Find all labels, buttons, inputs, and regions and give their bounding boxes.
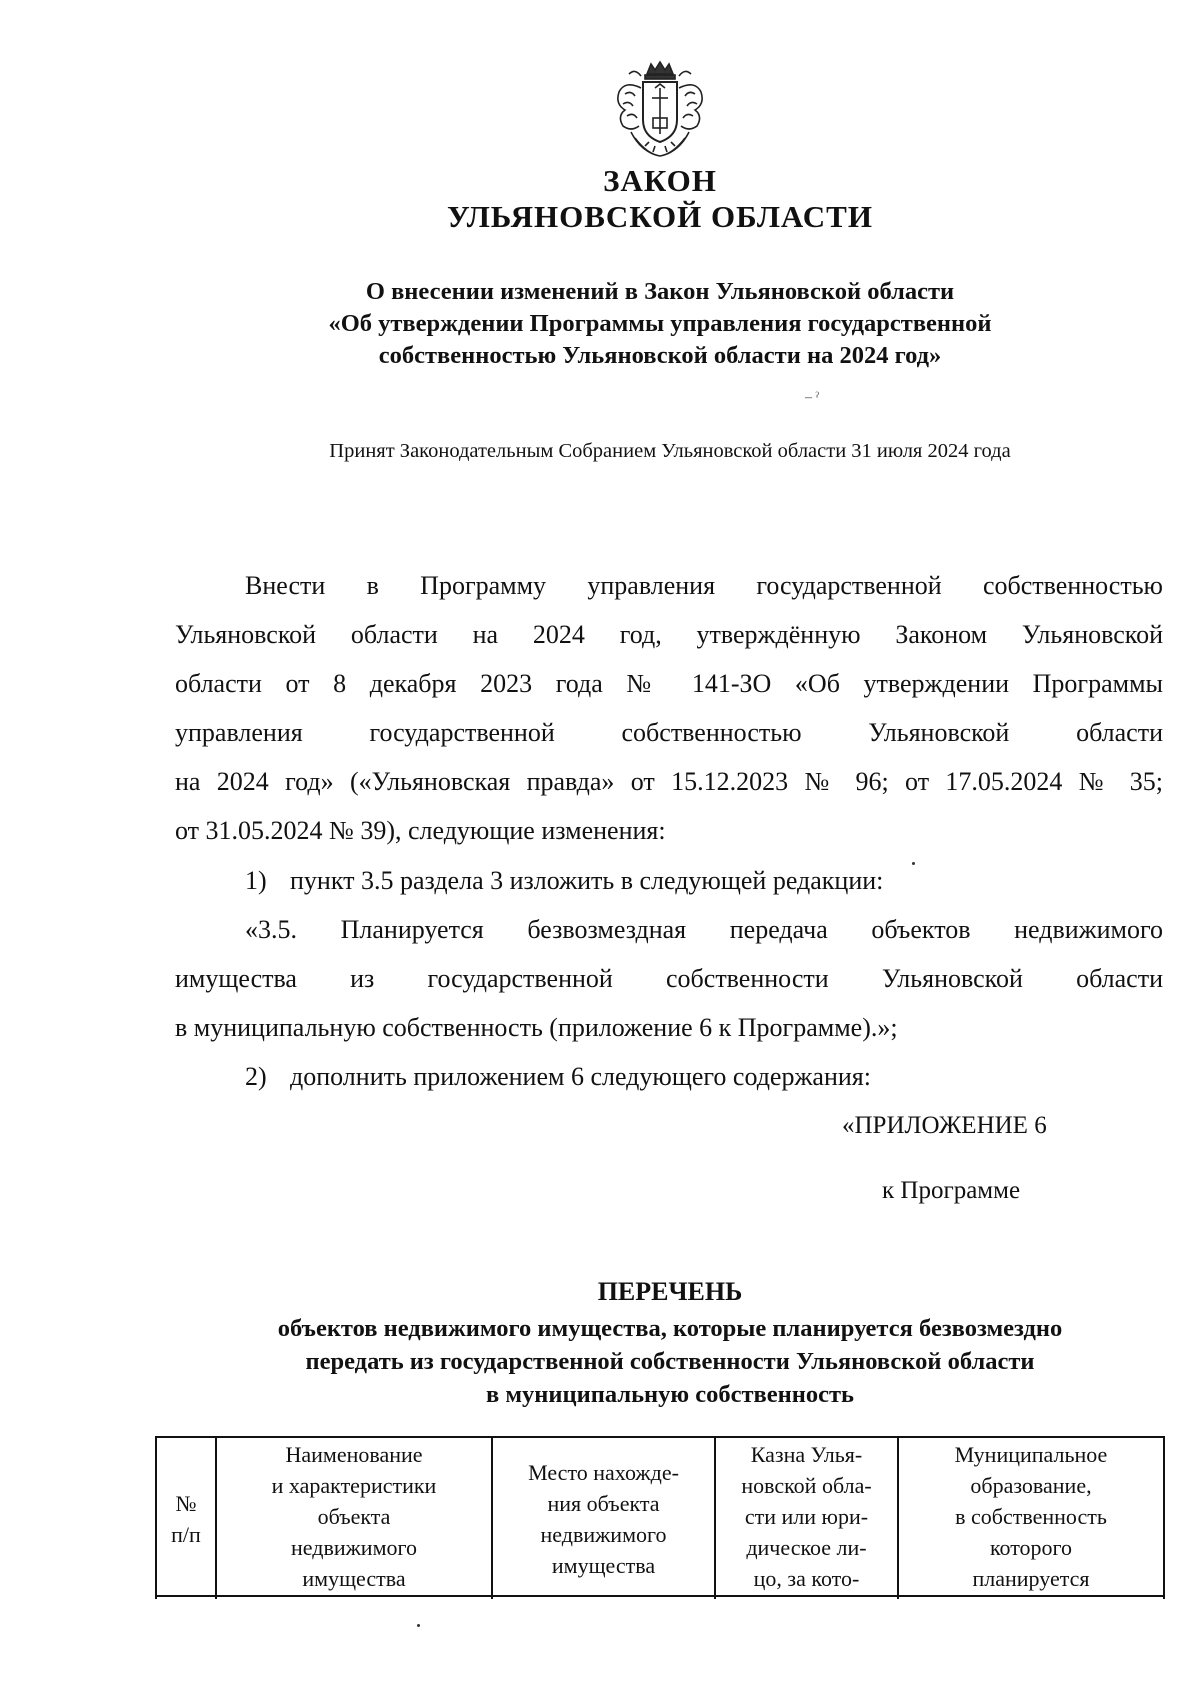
quote-line: «3.5. Планируется безвозмездная передача объектов недвижимого — [245, 915, 1163, 944]
scan-mark: – ˀ — [805, 390, 819, 405]
law-title: ЗАКОН — [603, 163, 717, 198]
header-line: недвижимого — [540, 1521, 667, 1547]
header-line: планируется — [972, 1565, 1090, 1591]
list-subtitle — [200, 1312, 1140, 1411]
intro-line: области от 8 декабря 2023 года № 141-ЗО «Об утверждении Программы — [175, 669, 1163, 698]
header-line: и характеристики — [271, 1472, 437, 1498]
intro-line: от 31.05.2024 № 39), следующие изменения: — [175, 816, 666, 845]
header-line: сти или юри- — [744, 1503, 869, 1529]
column-header-municipality — [898, 1437, 1164, 1599]
header-line: объекта — [317, 1503, 391, 1529]
appendix-label: «ПРИЛОЖЕНИЕ 6 — [842, 1112, 1047, 1139]
header-line: ния объекта — [547, 1490, 660, 1516]
law-subject-line: О внесении изменений в Закон Ульяновской области — [365, 278, 955, 305]
scan-speck — [417, 1624, 420, 1627]
header-line: п/п — [171, 1521, 201, 1547]
header-line: в собственность — [955, 1503, 1107, 1529]
quote-line: имущества из государственной собственности Ульяновской области — [175, 964, 1163, 993]
amendment-item-2 — [245, 1052, 871, 1102]
item-text: дополнить приложением 6 следующего содержания: — [290, 1062, 871, 1091]
item-text: пункт 3.5 раздела 3 изложить в следующей редакции: — [290, 866, 884, 895]
header-line: Казна Улья- — [750, 1441, 863, 1467]
amendment-item-1 — [245, 856, 883, 906]
header-line: № — [175, 1490, 197, 1516]
column-header-holder — [715, 1437, 898, 1599]
header-line: Муниципальное — [954, 1441, 1108, 1467]
law-subject — [230, 276, 1090, 372]
column-header-location — [492, 1437, 715, 1599]
intro-line: на 2024 год» («Ульяновская правда» от 15.12.2023 № 96; от 17.05.2024 № 35; — [175, 767, 1163, 796]
item-number: 1) — [245, 866, 267, 895]
header-line: цо, за кото- — [753, 1565, 860, 1591]
adoption-note: Принят Законодательным Собранием Ульяновской области 31 июля 2024 года — [329, 440, 1011, 462]
table-header-row — [156, 1437, 1164, 1599]
ulyanovsk-coat-of-arms-icon — [605, 58, 715, 166]
column-header-number — [156, 1437, 216, 1599]
header-line: недвижимого — [291, 1534, 417, 1560]
intro-line: Внести в Программу управления государственной собственностью — [245, 571, 1163, 600]
header-line: образование, — [970, 1472, 1092, 1498]
header-line: дическое ли- — [746, 1534, 867, 1560]
header-line: Место нахожде- — [528, 1459, 679, 1485]
table-header-bottom-border — [155, 1595, 1163, 1597]
law-subject-line: собственностью Ульяновской области на 2024 год» — [378, 342, 942, 369]
list-subtitle-line: в муниципальную собственность — [486, 1381, 854, 1408]
list-title: ПЕРЕЧЕНЬ — [597, 1277, 743, 1306]
list-subtitle-line: передать из государственной собственности Ульяновской области — [305, 1348, 1035, 1375]
appendix-target: к Программе — [882, 1177, 1021, 1204]
column-header-name — [216, 1437, 492, 1599]
coat-of-arms-emblem — [605, 58, 715, 166]
header-line: которого — [989, 1534, 1073, 1560]
objects-table — [155, 1436, 1165, 1599]
item-number: 2) — [245, 1062, 267, 1091]
intro-line: управления государственной собственностью Ульяновской области — [175, 718, 1163, 747]
header-line: имущества — [551, 1552, 656, 1578]
region-title: УЛЬЯНОВСКОЙ ОБЛАСТИ — [447, 199, 873, 234]
intro-line: Ульяновской области на 2024 год, утверждённую Законом Ульяновской — [175, 620, 1163, 649]
scan-speck — [912, 862, 915, 865]
list-subtitle-line: объектов недвижимого имущества, которые планируется безвозмездно — [277, 1315, 1063, 1342]
quote-line: в муниципальную собственность (приложение 6 к Программе).»; — [175, 1013, 898, 1042]
header-line: имущества — [302, 1565, 406, 1591]
law-subject-line: «Об утверждении Программы управления государственной — [328, 310, 992, 337]
header-line: Наименование — [285, 1441, 423, 1467]
header-line: новской обла- — [741, 1472, 872, 1498]
